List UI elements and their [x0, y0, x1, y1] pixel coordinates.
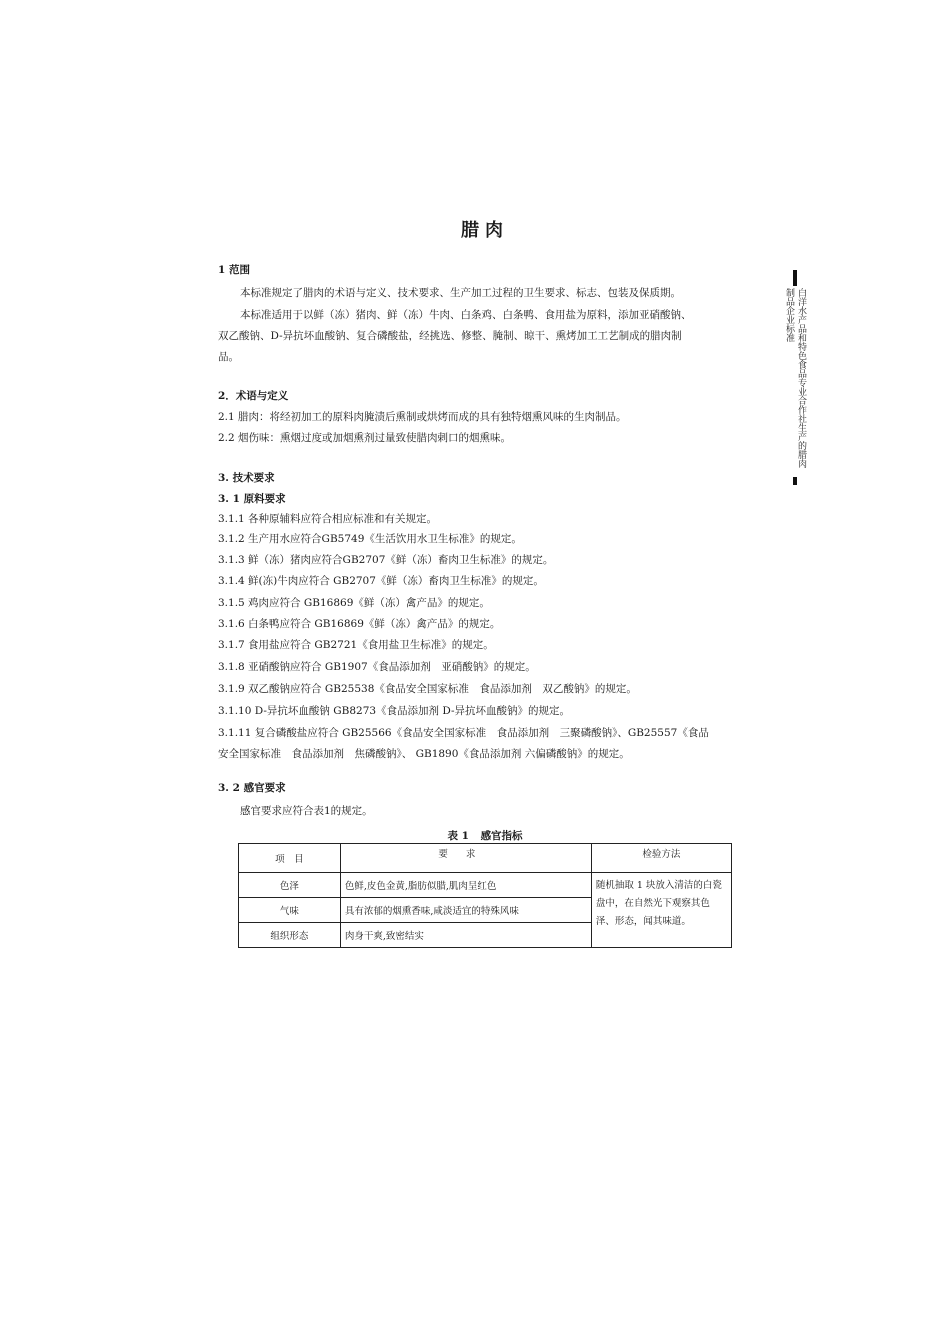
req-item: 3.1.4 鲜(冻)牛肉应符合 GB2707《鲜（冻）畜肉卫生标准》的规定。	[218, 575, 544, 587]
scope-paragraph-2-line-3: 品。	[218, 351, 239, 363]
side-vertical-text: 白洋水产品和特色食品专业合作社生产的腊肉制品企业标准	[784, 288, 806, 468]
scope-heading: 1 范围	[218, 264, 250, 276]
scope-paragraph-1: 本标准规定了腊肉的术语与定义、技术要求、生产加工过程的卫生要求、标志、包装及保质期。	[240, 287, 681, 299]
table-name: 感官指标	[480, 830, 523, 842]
row-requirement: 肉身干爽,致密结实	[340, 923, 591, 948]
header-item: 项 目	[239, 844, 341, 873]
side-binding-strip	[784, 270, 806, 485]
row-item: 气味	[239, 898, 341, 923]
tech-heading: 3. 技术要求	[218, 472, 275, 484]
req-item: 3.1.7 食用盐应符合 GB2721《食用盐卫生标准》的规定。	[218, 639, 494, 651]
req-item-continued: 安全国家标准 食品添加剂 焦磷酸钠》、 GB1890《食品添加剂 六偏磷酸钠》的规定。	[218, 748, 630, 760]
req-item: 3.1.10 D-异抗坏血酸钠 GB8273《食品添加剂 D-异抗坏血酸钠》的规定。	[218, 705, 571, 717]
side-strip-top-mark	[793, 270, 797, 286]
req-item: 3.1.6 白条鸭应符合 GB16869《鲜（冻）禽产品》的规定。	[218, 618, 501, 630]
table-header-row	[239, 844, 732, 873]
document-title: 腊肉	[461, 220, 509, 241]
header-requirement: 要求	[340, 844, 591, 873]
terms-heading: 2．术语与定义	[218, 390, 289, 402]
table-row	[239, 873, 732, 898]
row-item: 组织形态	[239, 923, 341, 948]
req-item: 3.1.8 亚硝酸钠应符合 GB1907《食品添加剂 亚硝酸钠》的规定。	[218, 661, 536, 673]
req-item: 3.1.1 各种原辅料应符合相应标准和有关规定。	[218, 513, 438, 525]
req-item: 3.1.2 生产用水应符合GB5749《生活饮用水卫生标准》的规定。	[218, 533, 522, 545]
req-item: 3.1.9 双乙酸钠应符合 GB25538《食品安全国家标准 食品添加剂 双乙酸钠》的规定。	[218, 683, 637, 695]
sensory-table	[238, 843, 732, 948]
raw-material-heading: 3. 1 原料要求	[218, 493, 286, 505]
method-cell: 随机抽取 1 块放入清洁的白瓷盘中，在自然光下观察其色泽、形态，闻其味道。	[591, 873, 731, 948]
req-item: 3.1.3 鲜（冻）猪肉应符合GB2707《鲜（冻）畜肉卫生标准》的规定。	[218, 554, 554, 566]
req-item: 3.1.11 复合磷酸盐应符合 GB25566《食品安全国家标准 食品添加剂 三聚磷酸钠》、GB25557《食品	[218, 727, 709, 739]
term-2-1: 2.1 腊肉：将经初加工的原料肉腌渍后熏制或烘烤而成的具有独特烟熏风味的生肉制品。	[218, 411, 627, 423]
row-item: 色泽	[239, 873, 341, 898]
row-requirement: 色鲜,皮色金黄,脂肪似腊,肌肉呈红色	[340, 873, 591, 898]
sensory-text: 感官要求应符合表1的规定。	[240, 805, 373, 817]
req-item: 3.1.5 鸡肉应符合 GB16869《鲜（冻）禽产品》的规定。	[218, 597, 490, 609]
sensory-heading: 3. 2 感官要求	[218, 782, 286, 794]
table-caption	[238, 828, 732, 843]
side-strip-bottom-mark	[793, 477, 797, 485]
header-method: 检验方法	[591, 844, 731, 873]
term-2-2: 2.2 烟伤味：熏烟过度或加烟熏剂过量致使腊肉剌口的烟熏味。	[218, 432, 512, 444]
table-number: 表 1	[447, 830, 469, 842]
row-requirement: 具有浓郁的烟熏香味,咸淡适宜的特殊风味	[340, 898, 591, 923]
scope-paragraph-2-line-2: 双乙酸钠、D-异抗坏血酸钠、复合磷酸盐，经挑选、修整、腌制、晾干、熏烤加工工艺制成的腊肉制	[218, 330, 682, 342]
scope-paragraph-2-line-1: 本标准适用于以鲜（冻）猪肉、鲜（冻）牛肉、白条鸡、白条鸭、食用盐为原料，添加亚硝酸钠、	[240, 309, 692, 321]
